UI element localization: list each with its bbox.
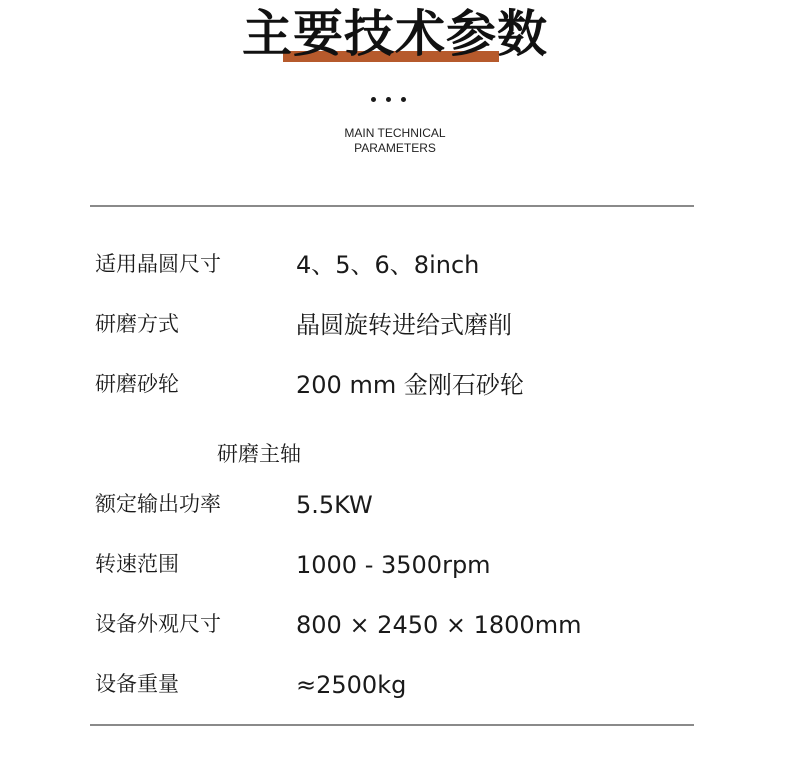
spec-label-speed-range: 转速范围 <box>95 552 179 576</box>
dot <box>401 97 406 102</box>
spec-value-grinding-method: 晶圆旋转进给式磨削 <box>296 311 512 339</box>
section-heading-spindle: 研磨主轴 <box>217 442 301 466</box>
spec-label-dimensions: 设备外观尺寸 <box>95 612 221 636</box>
spec-label-weight: 设备重量 <box>95 672 179 696</box>
ellipsis-icon <box>369 97 409 105</box>
top-divider <box>90 205 694 207</box>
spec-value-grinding-wheel: 200 mm 金刚石砂轮 <box>296 371 524 399</box>
spec-value-wafer-size: 4、5、6、8inch <box>296 251 480 279</box>
bottom-divider <box>90 724 694 726</box>
spec-value-rated-power: 5.5KW <box>296 491 373 519</box>
spec-value-speed-range: 1000 - 3500rpm <box>296 551 491 579</box>
subtitle-line-1: MAIN TECHNICAL <box>344 126 446 140</box>
spec-value-weight: ≈2500kg <box>296 671 407 699</box>
page-subtitle <box>0 126 790 156</box>
spec-label-grinding-method: 研磨方式 <box>95 312 179 336</box>
subtitle-line-2: PARAMETERS <box>354 141 436 155</box>
spec-label-rated-power: 额定输出功率 <box>95 492 221 516</box>
dot <box>386 97 391 102</box>
dot <box>371 97 376 102</box>
page-title: 主要技术参数 <box>242 5 548 63</box>
spec-label-wafer-size: 适用晶圆尺寸 <box>95 252 221 276</box>
spec-value-dimensions: 800 × 2450 × 1800mm <box>296 611 582 639</box>
spec-label-grinding-wheel: 研磨砂轮 <box>95 372 179 396</box>
title-area <box>0 4 790 64</box>
